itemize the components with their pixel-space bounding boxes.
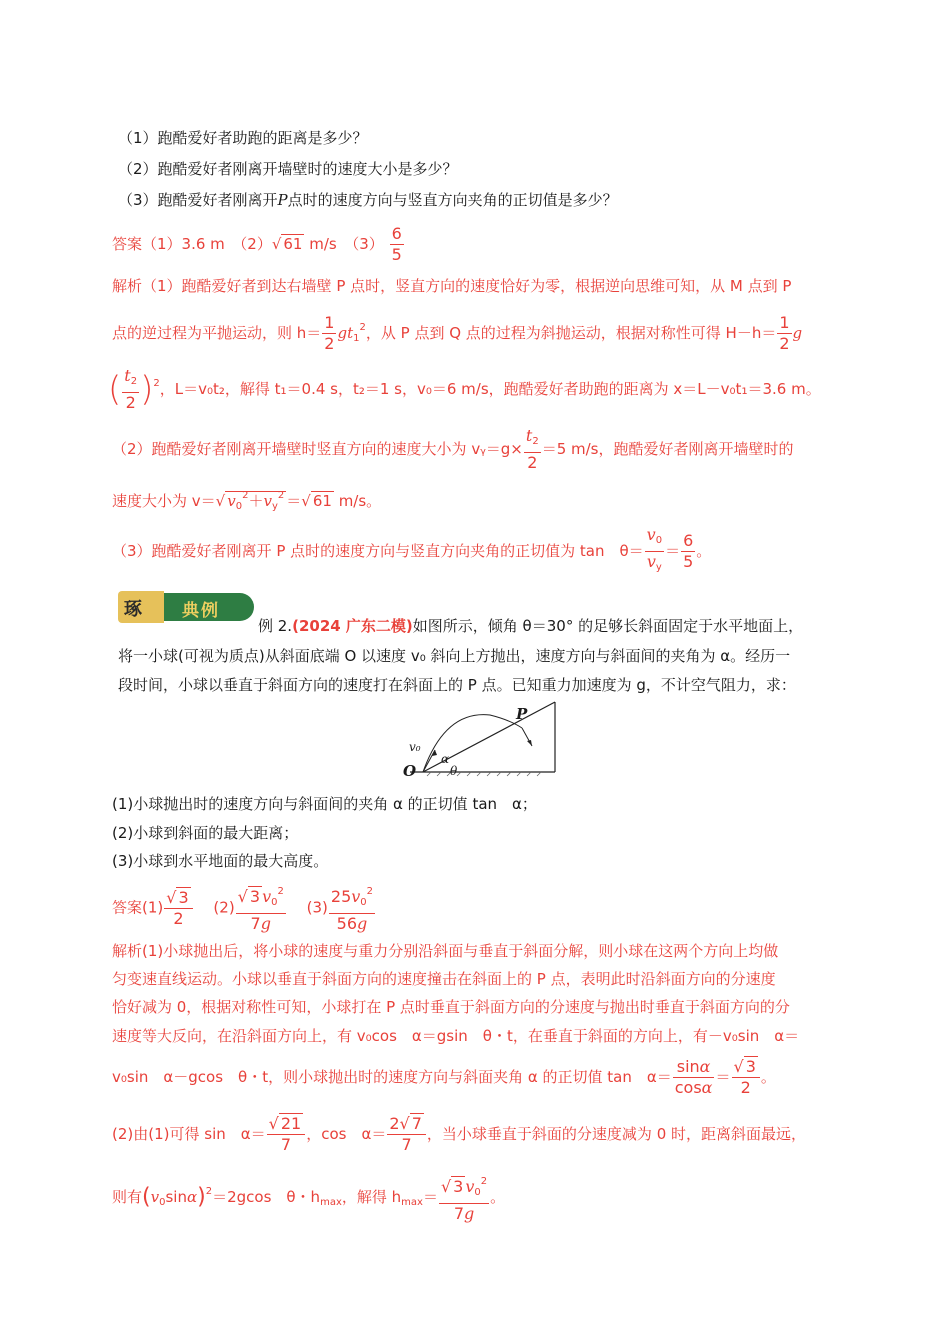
analysis-1-line-6: （3）跑酷爱好者刚离开 P 点时的速度方向与竖直方向夹角的正切值为 tan θ＝ $\frac{v_0}{v_y}$ ＝ $\frac{6}{5}$ 。: [112, 525, 712, 573]
figure-label-O: O: [403, 762, 417, 780]
figure-label-alpha: α: [441, 752, 450, 766]
analysis-2-line-2: 匀变速直线运动。小球以垂直于斜面方向的速度撞击在斜面上的 P 点，表明此时沿斜面方向的分速度: [112, 970, 776, 988]
example-2-question-1: (1)小球抛出时的速度方向与斜面间的夹角 α 的正切值 tan α；: [112, 795, 537, 813]
analysis-2-line-4: 速度等大反向，在沿斜面方向上，有 v₀cos α＝gsin θ・t，在垂直于斜面的方向上，有－v₀sin α＝: [112, 1027, 800, 1045]
answer-2: 答案(1) $\frac{√ 3}{2}$ (2) $\frac{√ 3 v_0^2}{7g}$ (3) $\frac{25v_0^2}{56g}$: [112, 882, 376, 934]
figure-label-theta: θ: [450, 764, 458, 778]
answer-1: 答案（1）3.6 m （2）√ 61 m/s （3） $\frac{6}{5}$: [112, 224, 402, 264]
analysis-2-line-5: v₀sin α－gcos θ・t，则小球抛出时的速度方向与斜面夹角 α 的正切值 tan α＝ $\frac{\sin\alpha}{\cos\alpha}$ ＝ $\frac{√ 3}{2}$ 。: [112, 1057, 776, 1097]
analysis-1-line-5: 速度大小为 v＝√ $v_0^2+v_y^2$ ＝√ 61 m/s。: [112, 490, 382, 512]
analysis-2-line-1: 解析(1)小球抛出后，将小球的速度与重力分别沿斜面与垂直于斜面分解，则小球在这两个方向上均做: [112, 942, 779, 960]
analysis-2-line-6: (2)由(1)可得 sin α＝ $\frac{√ 21}{7}$ ，cos α＝ $\frac{2√ 7}{7}$ ，当小球垂直于斜面的分速度减为 0 时，距离斜面最远，: [112, 1114, 807, 1154]
incline-figure: [405, 700, 565, 780]
example-2-line-1: 例 2.(2024 广东二模)如图所示，倾角 θ＝30° 的足够长斜面固定于水平地面上，: [258, 617, 804, 635]
badge-right: 典例: [164, 593, 254, 621]
example-2-line-3: 段时间，小球以垂直于斜面方向的速度打在斜面上的 P 点。已知重力加速度为 g，不计空气阻力，求：: [118, 676, 796, 694]
analysis-1-line-3: ( $\frac{t_2}{2}$ )$^2$，L＝v₀t₂，解得 t₁＝0.4 s，t₂＝1 s，v₀＝6 m/s，跑酷爱好者助跑的距离为 x＝L－v₀t₁＝3.6 m。: [108, 366, 821, 412]
example-badge: [118, 591, 256, 623]
analysis-1-line-2: 点的逆过程为平抛运动，则 h＝ $\frac{1}{2}$ $gt_1^2$，从 P 点到 Q 点的过程为斜抛运动，根据对称性可得 H－h＝ $\frac{1}{2}$ g: [112, 313, 803, 353]
example-2-question-3: (3)小球到水平地面的最大高度。: [112, 852, 329, 870]
figure-label-v0: v₀: [409, 740, 421, 754]
analysis-2-line-7: 则有$(v_0\sin\alpha)^2=2gcos$ θ・$h_{max}$，解得 $h_{max}=$ $\frac{√ 3 v_0^2}{7g}$ 。: [112, 1170, 505, 1225]
badge-left: 琢: [118, 591, 164, 623]
question-1: （1）跑酷爱好者助跑的距离是多少？: [118, 129, 368, 147]
analysis-2-line-3: 恰好减为 0，根据对称性可知，小球打在 P 点时垂直于斜面方向的分速度与抛出时垂直于斜面方向的分: [112, 998, 790, 1016]
analysis-1-line-4: （2）跑酷爱好者刚离开墙壁时竖直方向的速度大小为 vᵧ＝g× $\frac{t_2}{2}$ ＝5 m/s，跑酷爱好者刚离开墙壁时的: [112, 426, 794, 472]
figure-label-P: P: [516, 705, 528, 723]
question-3: （3）跑酷爱好者刚离开P点时的速度方向与竖直方向夹角的正切值是多少？: [118, 191, 618, 209]
example-2-question-2: (2)小球到斜面的最大距离；: [112, 824, 299, 842]
question-2: （2）跑酷爱好者刚离开墙壁时的速度大小是多少？: [118, 160, 458, 178]
analysis-1-line-1: 解析（1）跑酷爱好者到达右墙壁 P 点时，竖直方向的速度恰好为零，根据逆向思维可知，从 M 点到 P: [112, 277, 792, 295]
example-2-line-2: 将一小球(可视为质点)从斜面底端 O 以速度 v₀ 斜向上方抛出，速度方向与斜面间的夹角为 α。经历一: [118, 647, 791, 665]
